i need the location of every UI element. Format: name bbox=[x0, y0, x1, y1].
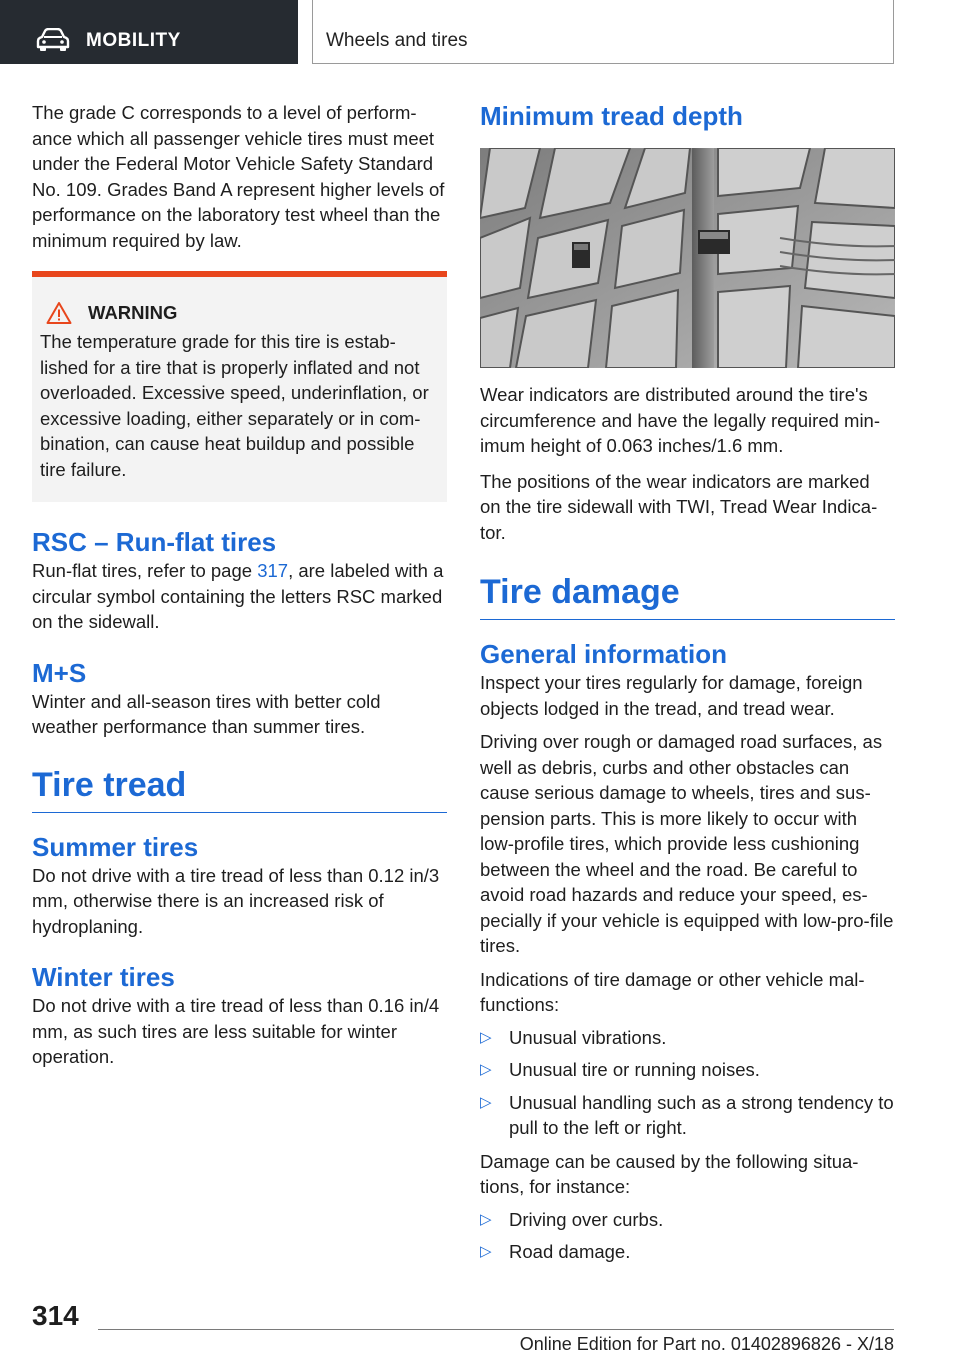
rsc-text-before: Run-flat tires, refer to page bbox=[32, 560, 258, 581]
right-column bbox=[480, 100, 895, 1265]
section-label: MOBILITY bbox=[86, 30, 181, 51]
inspect-paragraph: Inspect your tires regularly for damage, foreign objects lodged in the tread, and tread wear. bbox=[480, 672, 863, 719]
tire-tread-illustration bbox=[480, 148, 895, 368]
indications-list bbox=[480, 1025, 895, 1141]
list-item: ▷ Unusual handling such as a strong tendency to pull to the left or right. bbox=[480, 1091, 894, 1138]
page-link-317[interactable]: 317 bbox=[257, 560, 289, 581]
chapter-label: Wheels and tires bbox=[326, 30, 468, 51]
rsc-paragraph bbox=[32, 558, 447, 635]
warning-triangle-icon bbox=[46, 301, 72, 325]
driving-paragraph: Driving over rough or damaged road surfaces, as well as debris, curbs and other obstacles can cause serious damage to wheels, tires and sus-pension parts. This is more likely to occur with low-profile tires, which provide less cushioning between the wheel and the road. Be careful to avoid road hazards and reduce your speed, es-pecially if your vehicle is equipped with low-pro-file tires. bbox=[480, 731, 894, 956]
intro-paragraph: The grade C corresponds to a level of perform-ance which all passenger vehicle tires must meet under the Federal Motor Vehicle Safety Standard No. 109. Grades Band A represent higher levels of performance on the laboratory test wheel than the minimum required by law. bbox=[32, 102, 445, 251]
tire-damage-heading: Tire damage bbox=[480, 571, 895, 620]
indicator-positions-paragraph: The positions of the wear indicators are marked on the tire sidewall with TWI, Tread Wear Indica-tor. bbox=[480, 470, 878, 543]
rsc-heading: RSC – Run-flat tires bbox=[32, 527, 277, 557]
min-tread-depth-heading: Minimum tread depth bbox=[480, 101, 743, 131]
list-item: ▷ Road damage. bbox=[480, 1239, 895, 1265]
tire-tread-heading: Tire tread bbox=[32, 764, 447, 813]
triangle-bullet-icon: ▷ bbox=[480, 1093, 492, 1111]
wear-indicators-paragraph: Wear indicators are distributed around the tire's circumference and have the legally required min-imum height of 0.063 inches/1.6 mm. bbox=[480, 384, 881, 456]
warning-title: WARNING bbox=[88, 302, 178, 323]
summer-tires-heading: Summer tires bbox=[32, 831, 199, 862]
warning-box bbox=[32, 271, 447, 502]
list-item: ▷ Driving over curbs. bbox=[480, 1207, 895, 1233]
winter-tires-heading: Winter tires bbox=[32, 962, 175, 992]
winter-tires-paragraph: Do not drive with a tire tread of less than 0.16 in/4 mm, as such tires are less suitable for winter operation. bbox=[32, 995, 440, 1067]
header-chapter-tab bbox=[312, 0, 894, 64]
indications-paragraph: Indications of tire damage or other vehicle mal-functions: bbox=[480, 968, 865, 1015]
rsc-text-after: , are labeled with a circular symbol containing the letters RSC marked on the sidewall. bbox=[32, 560, 444, 632]
header-section-tab bbox=[0, 0, 298, 64]
causes-list bbox=[480, 1207, 895, 1265]
page-number: 314 bbox=[32, 1300, 79, 1331]
warning-header bbox=[46, 301, 439, 325]
causes-paragraph: Damage can be caused by the following situa-tions, for instance: bbox=[480, 1150, 859, 1197]
car-icon bbox=[36, 28, 70, 52]
triangle-bullet-icon: ▷ bbox=[480, 1243, 492, 1260]
triangle-bullet-icon: ▷ bbox=[480, 1061, 492, 1078]
ms-heading: M+S bbox=[32, 657, 87, 688]
warning-text: The temperature grade for this tire is estab-lished for a tire that is properly inflated and not overloaded. Excessive speed, underinflation, or excessive loading, either separately or in com-bination, can cause heat buildup and possible tire failure. bbox=[40, 331, 429, 480]
ms-paragraph: Winter and all-season tires with better cold weather performance than summer tires. bbox=[32, 690, 381, 737]
triangle-bullet-icon: ▷ bbox=[480, 1028, 492, 1046]
edition-footer: Online Edition for Part no. 01402896826 - X/18 bbox=[519, 1334, 894, 1354]
summer-tires-paragraph: Do not drive with a tire tread of less than 0.12 in/3 mm, otherwise there is an increased risk of hydroplaning. bbox=[32, 864, 440, 937]
footer-divider bbox=[98, 1329, 894, 1330]
left-column bbox=[32, 100, 447, 1070]
general-information-heading: General information bbox=[480, 639, 728, 669]
triangle-bullet-icon: ▷ bbox=[480, 1210, 492, 1228]
list-item: ▷ Unusual tire or running noises. bbox=[480, 1057, 895, 1083]
list-item: ▷ Unusual vibrations. bbox=[480, 1025, 895, 1051]
